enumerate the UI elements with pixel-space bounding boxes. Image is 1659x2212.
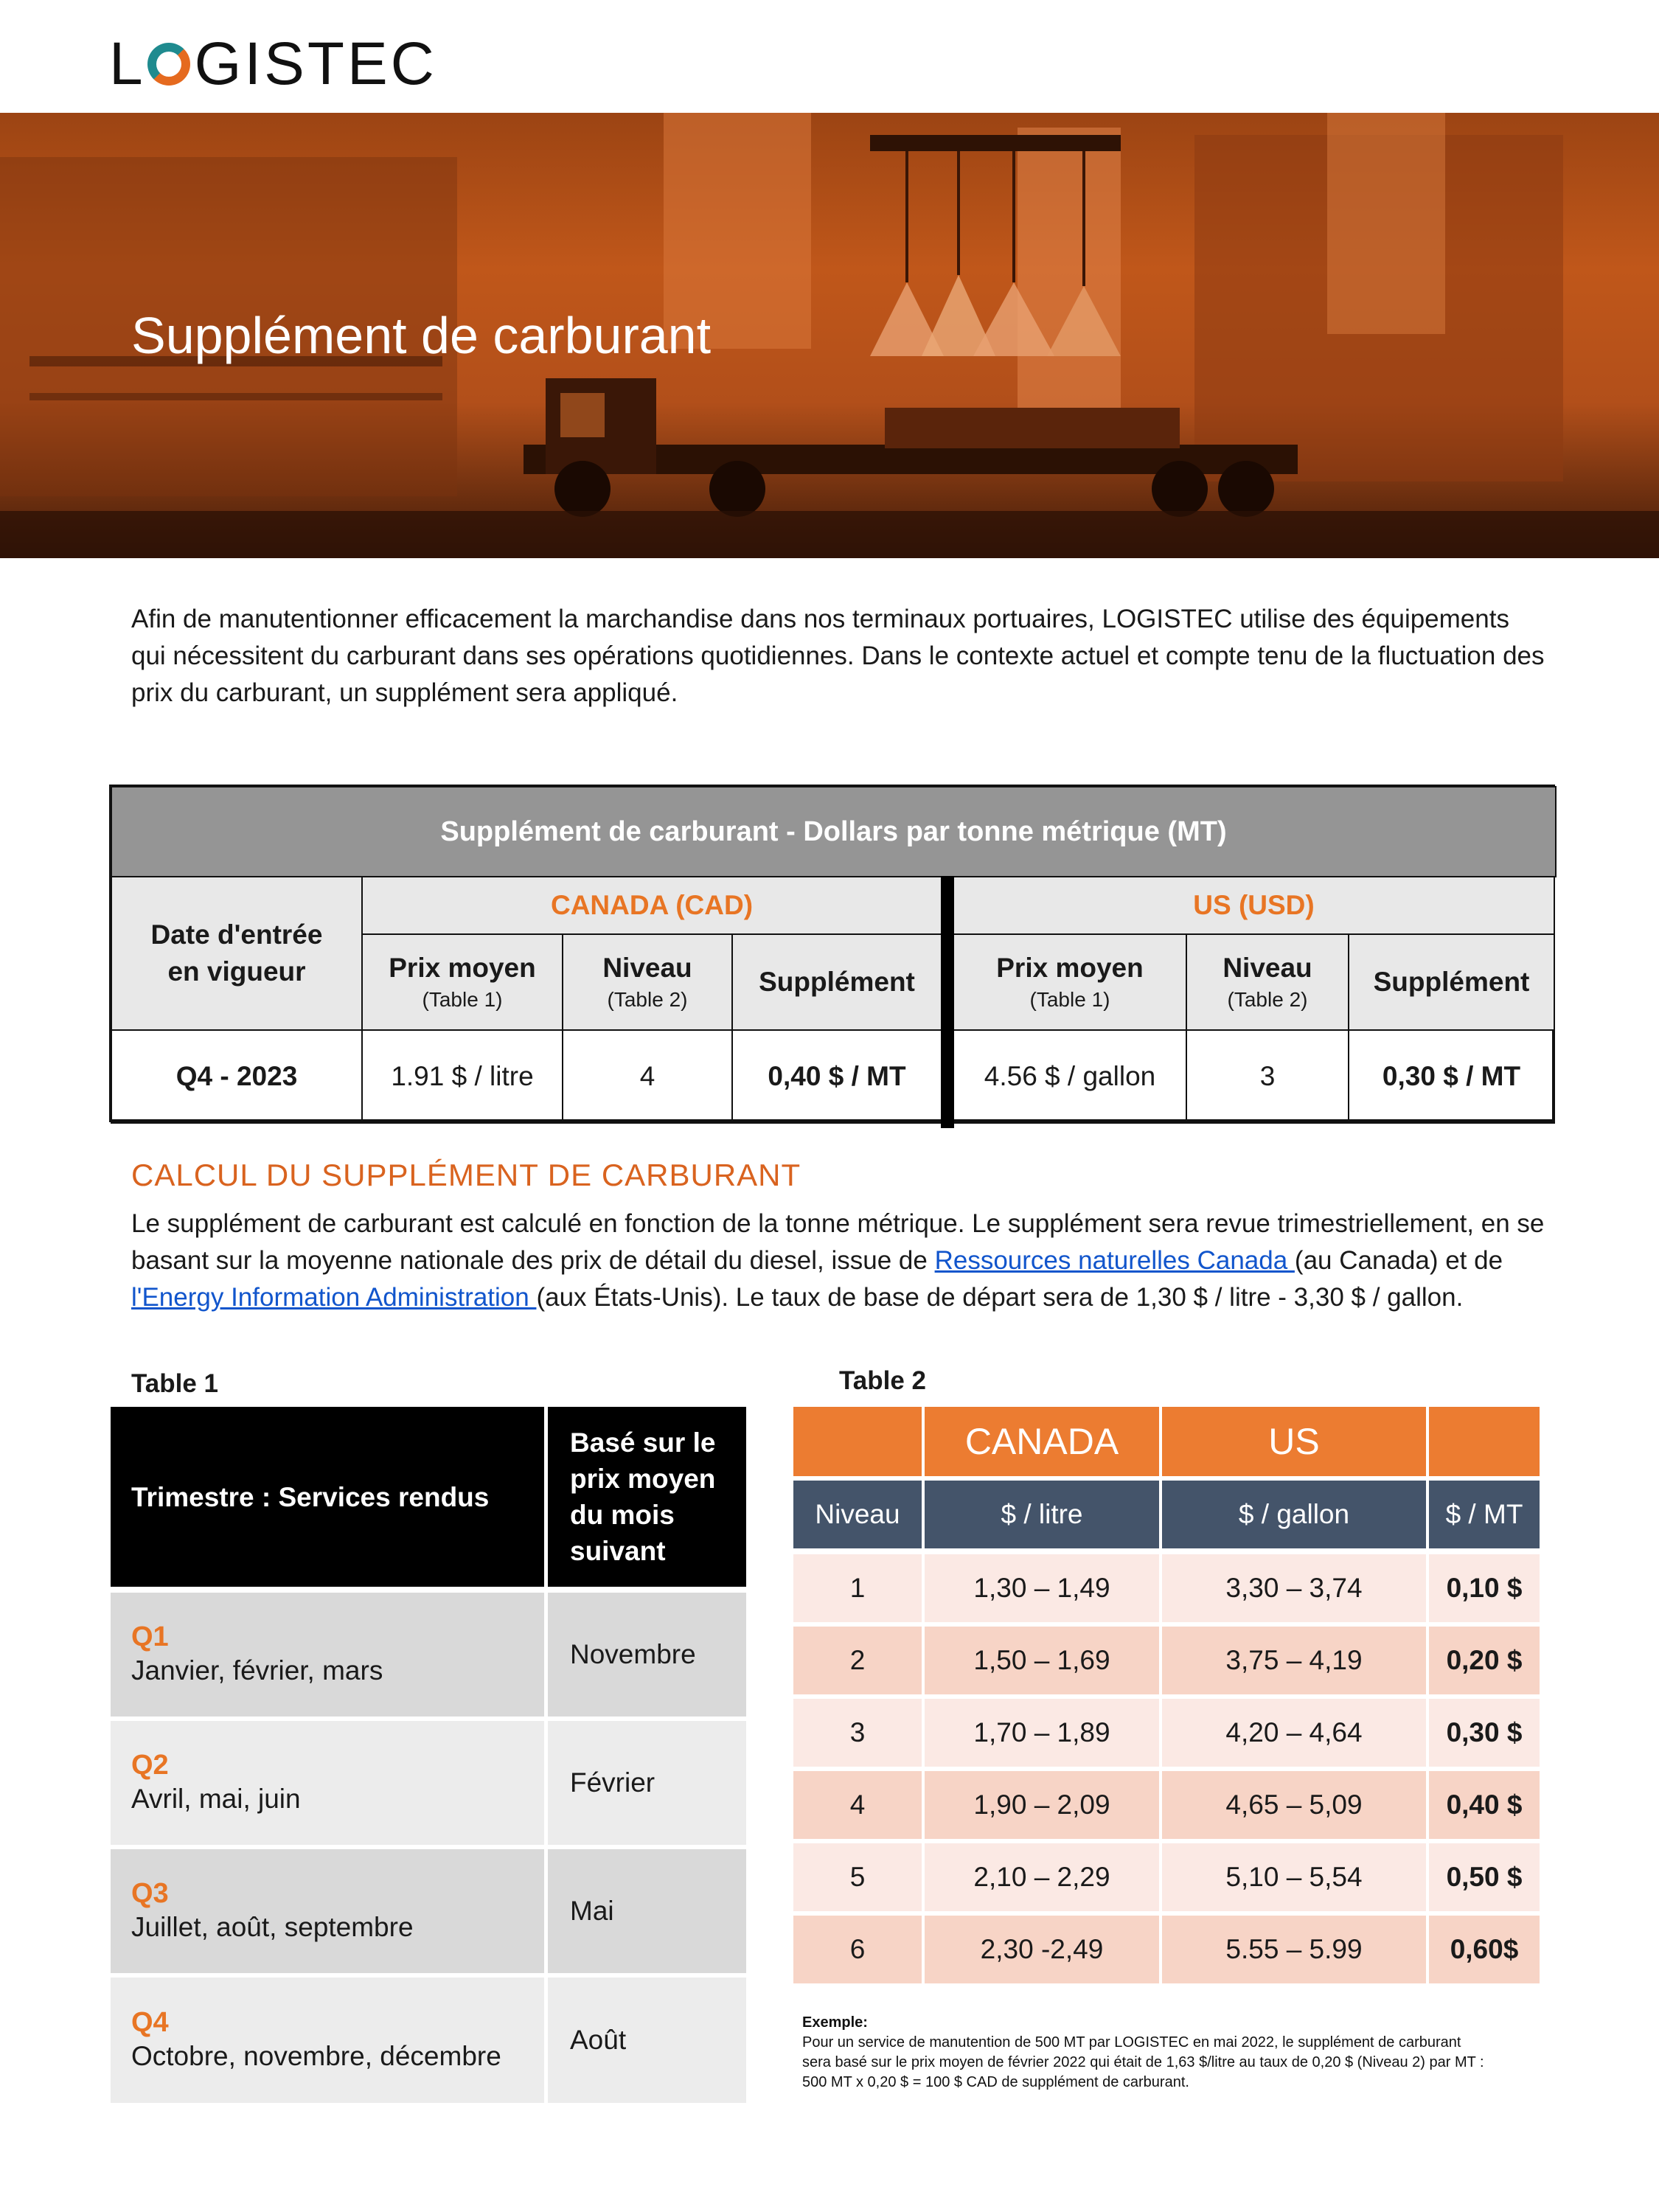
calc-text-2: (au Canada) et de — [1294, 1246, 1503, 1275]
table1-label: Table 1 — [131, 1369, 219, 1398]
us-niveau-header — [1186, 933, 1349, 1031]
logo-text-rest: GISTEC — [194, 30, 437, 97]
level-cell: 2 — [793, 1627, 925, 1694]
ca-niveau-header — [562, 933, 733, 1031]
date-header-text: Date d'entrée en vigueur — [150, 919, 323, 987]
level-cell: 5 — [793, 1843, 925, 1911]
example-text: Pour un service de manutention de 500 MT par LOGISTEC en mai 2022, le supplément de carburant sera basé sur le prix moyen de février 2022 qui était de 1,63 $/litre au taux de 0,20 $ (Niveau 2) par MT : 500 MT x 0,20 $ = 100 $ CAD de supplément de carburant. — [802, 2034, 1484, 2090]
quarter-label: Q2 — [131, 1749, 169, 1781]
table-row — [111, 1849, 746, 1973]
table2-col-niveau: Niveau — [793, 1481, 925, 1548]
country-divider — [941, 876, 954, 1128]
table-row — [111, 1978, 746, 2103]
us-niveau-label: Niveau — [1222, 953, 1312, 983]
eia-link[interactable]: l'Energy Information Administration — [131, 1283, 537, 1312]
table-row — [793, 1554, 1540, 1622]
table1-header-col2: Basé sur le prix moyen du mois suivant — [544, 1407, 746, 1587]
table2-top-blank — [793, 1407, 925, 1476]
table-row — [793, 1843, 1540, 1911]
quarter-label: Q1 — [131, 1621, 169, 1652]
basis-month: Novembre — [544, 1593, 746, 1717]
row-ca-niveau: 4 — [562, 1029, 733, 1124]
canada-header: CANADA (CAD) — [361, 876, 942, 935]
mt-rate: 0,30 $ — [1446, 1717, 1523, 1747]
ca-prix-sub: (Table 1) — [422, 988, 503, 1011]
table1-header-col1: Trimestre : Services rendus — [131, 1481, 490, 1512]
ca-niveau-label: Niveau — [602, 953, 692, 983]
logo-circle-icon — [147, 43, 190, 86]
litre-range: 1,30 – 1,49 — [925, 1554, 1162, 1622]
us-header: US (USD) — [953, 876, 1555, 935]
gallon-range: 3,75 – 4,19 — [1162, 1627, 1429, 1694]
calc-text-1: Le supplément de carburant est calculé en fonction de la tonne métrique. Le supplément sera revue trimestriellement, en se basant sur la moyenne nationale des prix de détail du diesel, issue de — [131, 1209, 1545, 1275]
level-cell: 1 — [793, 1554, 925, 1622]
quarter-cell — [111, 1978, 544, 2103]
row-us-supplement: 0,30 $ / MT — [1348, 1029, 1555, 1124]
logistec-logo — [109, 31, 437, 97]
basis-month: Août — [544, 1978, 746, 2103]
litre-range: 1,90 – 2,09 — [925, 1771, 1162, 1839]
nrcan-link[interactable]: Ressources naturelles Canada — [934, 1246, 1295, 1275]
gallon-range: 5.55 – 5.99 — [1162, 1916, 1429, 1983]
us-prix-label: Prix moyen — [996, 953, 1144, 983]
intro-paragraph: Afin de manutentionner efficacement la marchandise dans nos terminaux portuaires, LOGISTEC utilise des équipements qui nécessitent du carburant dans ses opérations quotidiennes. Dans le contexte actuel et compte tenu de la fluctuation des prix du carburant, un supplément sera appliqué. — [131, 605, 1545, 707]
table-row — [793, 1627, 1540, 1694]
ca-supplement-header: Supplément — [731, 933, 942, 1031]
table2-top-blank-2 — [1429, 1407, 1540, 1476]
row-us-prix: 4.56 $ / gallon — [953, 1029, 1187, 1124]
quarter-months: Octobre, novembre, décembre — [131, 2040, 501, 2071]
table2-label: Table 2 — [839, 1366, 927, 1395]
table-row — [793, 1699, 1540, 1767]
litre-range: 2,10 – 2,29 — [925, 1843, 1162, 1911]
gallon-range: 4,65 – 5,09 — [1162, 1771, 1429, 1839]
logo-letter-l: L — [109, 30, 146, 97]
table-row — [793, 1916, 1540, 1983]
table1-header-row — [111, 1407, 746, 1587]
gallon-range: 4,20 – 4,64 — [1162, 1699, 1429, 1767]
quarter-cell — [111, 1721, 544, 1845]
example-note — [802, 2013, 1488, 2093]
quarter-cell — [111, 1849, 544, 1973]
calc-paragraph — [131, 1206, 1547, 1316]
level-cell: 3 — [793, 1699, 925, 1767]
table-row — [111, 1593, 746, 1717]
calc-heading: CALCUL DU SUPPLÉMENT DE CARBURANT — [131, 1158, 801, 1192]
table2-col-litre: $ / litre — [925, 1481, 1162, 1548]
gallon-range: 5,10 – 5,54 — [1162, 1843, 1429, 1911]
table-row — [111, 1721, 746, 1845]
us-prix-sub: (Table 1) — [1029, 988, 1110, 1011]
basis-month: Février — [544, 1721, 746, 1845]
row-date: Q4 - 2023 — [111, 1029, 363, 1124]
litre-range: 1,70 – 1,89 — [925, 1699, 1162, 1767]
ca-prix-header — [361, 933, 563, 1031]
table2-top-row — [793, 1407, 1540, 1476]
date-header — [111, 876, 363, 1031]
gallon-range: 3,30 – 3,74 — [1162, 1554, 1429, 1622]
us-niveau-sub: (Table 2) — [1227, 988, 1308, 1011]
litre-range: 2,30 -2,49 — [925, 1916, 1162, 1983]
mt-rate: 0,50 $ — [1446, 1862, 1523, 1892]
row-ca-prix: 1.91 $ / litre — [361, 1029, 563, 1124]
quarter-months: Janvier, février, mars — [131, 1655, 383, 1686]
level-cell: 6 — [793, 1916, 925, 1983]
mt-rate: 0,10 $ — [1446, 1573, 1523, 1603]
litre-range: 1,50 – 1,69 — [925, 1627, 1162, 1694]
us-supplement-header: Supplément — [1348, 933, 1555, 1031]
page-title: Supplément de carburant — [131, 307, 712, 364]
table2-col-mt: $ / MT — [1445, 1499, 1523, 1529]
table2-sub-row — [793, 1481, 1540, 1548]
surcharge-summary-table — [109, 785, 1555, 1122]
ca-prix-label: Prix moyen — [389, 953, 536, 983]
table-row — [793, 1771, 1540, 1839]
mt-rate: 0,40 $ — [1446, 1790, 1523, 1820]
mt-rate: 0,20 $ — [1446, 1645, 1523, 1675]
table2-top-us: US — [1162, 1407, 1429, 1476]
basis-month: Mai — [544, 1849, 746, 1973]
mt-rate: 0,60$ — [1450, 1934, 1519, 1964]
example-label: Exemple: — [802, 2014, 868, 2031]
calc-text-3: (aux États-Unis). Le taux de base de départ sera de 1,30 $ / litre - 3,30 $ / gallon. — [536, 1283, 1464, 1312]
quarter-months: Juillet, août, septembre — [131, 1911, 414, 1942]
quarter-cell — [111, 1593, 544, 1717]
table2-col-gallon: $ / gallon — [1162, 1481, 1429, 1548]
table2-top-canada: CANADA — [925, 1407, 1162, 1476]
summary-table-title: Supplément de carburant - Dollars par tonne métrique (MT) — [111, 786, 1557, 877]
us-prix-header — [953, 933, 1187, 1031]
quarter-months: Avril, mai, juin — [131, 1783, 301, 1814]
row-us-niveau: 3 — [1186, 1029, 1349, 1124]
level-cell: 4 — [793, 1771, 925, 1839]
ca-niveau-sub: (Table 2) — [607, 988, 688, 1011]
row-ca-supplement: 0,40 $ / MT — [731, 1029, 942, 1124]
quarter-label: Q4 — [131, 2006, 169, 2038]
quarter-label: Q3 — [131, 1877, 169, 1909]
